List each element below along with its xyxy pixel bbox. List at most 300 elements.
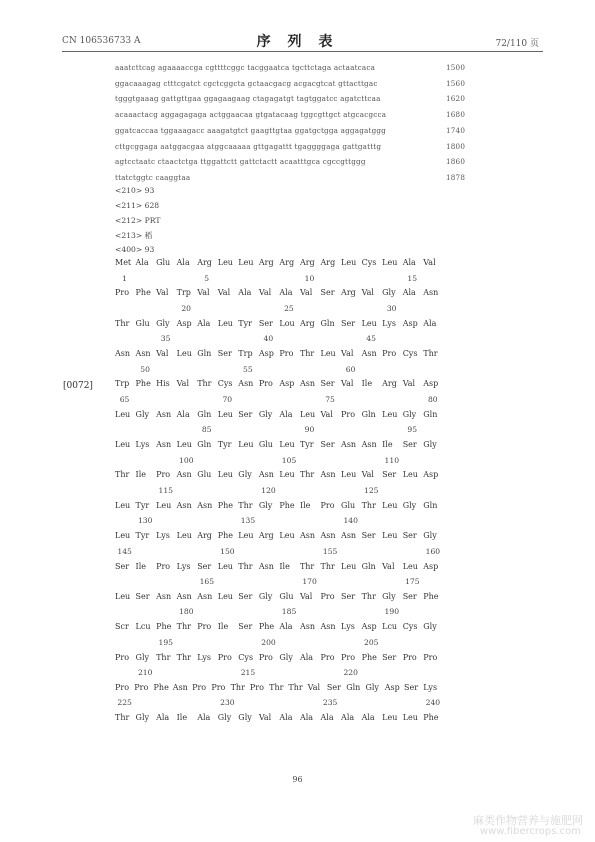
residue-position: 185 [281, 607, 297, 617]
residue-position: 155 [322, 546, 338, 556]
residue: Thr [361, 500, 376, 510]
watermark-url: www.fibercrops.com [479, 826, 581, 837]
watermark-text: 麻类作物营养与施肥网 [473, 814, 583, 827]
residue: Pro [341, 652, 356, 662]
residue: Thr [176, 652, 191, 662]
residue: Ala [176, 409, 190, 419]
residue: Pro [249, 682, 264, 692]
sequence-line [115, 172, 466, 182]
residue: Thr [115, 713, 130, 723]
residue: Lys [156, 531, 170, 541]
residue: Glu [135, 318, 150, 328]
residue: Leu [115, 500, 131, 510]
residue: Gly [365, 682, 379, 692]
residue: Leu [382, 531, 398, 541]
residue: Cys [217, 379, 233, 389]
residue: Pro [115, 652, 130, 662]
metadata-line: <212> PRT [115, 215, 161, 225]
residue-position: 75 [325, 394, 335, 404]
residue: Lys [176, 561, 191, 571]
residue: Tyr [135, 500, 150, 510]
sequence-text: cttgcggaga aatggacgaa atggcaaaaa gttgagattt tgaggggaga gattgatttg [115, 141, 382, 151]
residue: Lys [341, 622, 355, 632]
residue: Asn [423, 288, 439, 298]
residue: Leu [217, 258, 233, 267]
residue: Asn [156, 409, 172, 419]
residue-position: 110 [384, 455, 400, 465]
sequence-text: ggacaaagag ctttcgatct cgctcggcta gctaacgacg acgacgtcat gttacttgac [115, 78, 378, 88]
residue-position: 215 [240, 668, 256, 678]
residue: Gln [361, 561, 376, 571]
residue: Ala [299, 713, 314, 723]
sequence-line [115, 157, 466, 167]
residue-position: 45 [366, 334, 376, 344]
sequence-position: 1878 [446, 172, 466, 182]
residue: Leu [176, 531, 192, 541]
residue: Phe [258, 622, 275, 632]
residue: Ala [423, 318, 437, 328]
residue: Asn [320, 622, 336, 632]
sequence-position: 1500 [446, 63, 466, 72]
residue: Gln [197, 440, 212, 450]
residue: Val [423, 258, 436, 267]
residue: Val [299, 288, 313, 298]
residue: Asn [258, 470, 274, 480]
residue: Asn [320, 470, 336, 480]
residue: Pro [320, 500, 335, 510]
residue: Phe [279, 500, 295, 510]
residue: Thr [269, 682, 284, 692]
residue: Leu [238, 258, 254, 267]
page-info: 72/110 页 [495, 39, 539, 49]
residue: Val [176, 379, 190, 389]
residue: Val [382, 561, 395, 571]
residue: Thr [115, 318, 130, 328]
residue: Gly [258, 591, 273, 601]
residue: Pro [382, 349, 397, 359]
residue-position: 225 [117, 698, 132, 708]
residue: Arg [258, 258, 274, 267]
residue: Asn [299, 622, 315, 632]
residue: Asn [361, 349, 377, 359]
residue: Ser [115, 561, 130, 571]
residue: Lys [135, 440, 150, 450]
residue: Asn [172, 682, 188, 692]
residue: Thr [288, 682, 303, 692]
residue: Gly [402, 500, 417, 510]
residue: Asp [402, 318, 418, 328]
sequence-position: 1560 [446, 78, 466, 88]
residue: Ile [279, 561, 290, 571]
residue: His [156, 379, 170, 389]
sequence-text: ggatcaccaa tggaaagacc aaagatgtct gaagttgtaa ggatgctgga aggagatggg [115, 125, 386, 135]
patent-number: CN 106536733 A [62, 36, 141, 46]
residue-position: 90 [304, 425, 315, 435]
residue: Asp [423, 470, 439, 480]
residue: Thr [197, 379, 212, 389]
sequence-position: 1680 [446, 110, 466, 120]
residue-position: 175 [405, 577, 420, 586]
residue: Leu [279, 470, 295, 480]
residue: Gly [423, 440, 437, 450]
residue: Asp [423, 561, 439, 571]
residue: Arg [279, 258, 295, 267]
residue: Lcu [382, 622, 398, 632]
residue: Gly [238, 470, 252, 480]
residue-position: 235 [322, 698, 338, 708]
residue: Val [156, 349, 169, 359]
residue: Ser [341, 591, 356, 601]
residue: Ser [341, 318, 356, 328]
residue: Glu [258, 440, 273, 450]
residue: Asn [361, 440, 377, 450]
residue: Phe [217, 531, 234, 541]
residue: Ser [326, 682, 341, 692]
residue: Gln [197, 349, 212, 359]
residue: Gln [423, 500, 438, 510]
residue: Leu [279, 531, 295, 541]
residue: Pro [320, 652, 335, 662]
residue: Leu [156, 500, 172, 510]
residue: Leu [279, 440, 295, 450]
residue-position: 195 [158, 637, 173, 647]
residue: Leu [217, 409, 233, 419]
residue: Trp [238, 349, 253, 359]
sequence-text: agtcctaatc ctaactctga ttggattctt gattctactt acaatttgca cgccgttggg [115, 157, 366, 167]
residue-position: 55 [243, 364, 253, 374]
residue: Thr [299, 561, 315, 571]
residue: Leu [382, 409, 398, 419]
residue: Asn [258, 561, 274, 571]
residue: Arg [299, 318, 315, 328]
residue: Ser [403, 682, 419, 692]
residue: Thr [156, 652, 171, 662]
residue: Ser [238, 591, 253, 601]
residue: Gly [156, 318, 170, 328]
sequence-text: aaatcttcag agaaaaccga cgttttcggc tacggaatca tgcttctaga actaatcaca [115, 63, 376, 72]
residue: Ala [279, 288, 293, 298]
residue: Ile [217, 622, 229, 632]
residue-position: 205 [364, 637, 379, 647]
residue: Gly [135, 713, 150, 723]
residue: Gln [361, 409, 376, 419]
residue: Glu [279, 591, 294, 601]
residue: Val [361, 288, 374, 298]
residue: Gln [197, 409, 212, 419]
residue-position: 165 [199, 577, 215, 586]
residue-position: 135 [240, 516, 256, 526]
residue-position: 115 [158, 485, 173, 495]
residue-position: 15 [407, 273, 418, 283]
residue: Leu [382, 713, 398, 723]
residue: Ser [382, 470, 397, 480]
residue-position: 200 [261, 637, 276, 647]
residue: Ala [402, 288, 416, 298]
residue: Pro [134, 682, 149, 692]
residue-position: 130 [137, 516, 153, 526]
residue: Ala [402, 258, 416, 267]
residue: Arg [197, 531, 212, 541]
residue-position: 170 [302, 577, 317, 586]
residue: Thr [423, 349, 438, 359]
residue: Phe [135, 379, 151, 389]
residue: Ser [402, 440, 417, 450]
residue: Ser [320, 440, 335, 450]
residue: Leu [341, 258, 357, 267]
residue: Ser [402, 531, 417, 541]
residue: Pro [423, 652, 438, 662]
residue: Trp [176, 288, 191, 298]
residue: Cys [361, 258, 377, 267]
residue: Lou [279, 318, 295, 328]
residue: Arg [382, 379, 397, 389]
residue: Asn [115, 349, 131, 359]
residue-position: 120 [261, 485, 276, 495]
residue: Ala [299, 652, 314, 662]
residue: Pro [197, 622, 212, 632]
residue: Gln [346, 682, 361, 692]
residue: Thr [299, 349, 315, 359]
residue: Leu [402, 713, 418, 723]
residue: Pro [211, 682, 226, 692]
residue: Ile [135, 561, 146, 571]
residue: Leu [115, 440, 131, 450]
residue: Gly [135, 652, 150, 662]
residue: Thr [299, 470, 315, 480]
residue-position: 220 [343, 668, 358, 678]
residue-position: 190 [384, 607, 400, 617]
residue: Leu [115, 409, 131, 419]
residue: Val [217, 288, 231, 298]
residue: Ser [361, 531, 376, 541]
residue: Pro [279, 349, 294, 359]
residue: Phe [361, 652, 377, 662]
residue: Phe [217, 500, 234, 510]
metadata-line: <213> 稻 [115, 231, 153, 241]
residue: Gly [135, 409, 150, 419]
residue: Pro [217, 652, 232, 662]
residue: Arg [299, 258, 315, 267]
residue: Ser [197, 561, 212, 571]
residue: Phe [153, 682, 169, 692]
residue: Ala [341, 713, 355, 723]
residue: Ser [402, 591, 417, 601]
residue-position: 5 [204, 273, 210, 283]
residue-position: 1 [122, 273, 127, 283]
residue: Asn [238, 379, 254, 389]
residue: Val [156, 288, 169, 298]
residue: Val [361, 470, 374, 480]
residue: Pro [258, 652, 273, 662]
residue-position: 240 [425, 698, 441, 708]
residue: Glu [156, 258, 171, 267]
residue: Tyr [135, 531, 150, 541]
residue: Ala [238, 288, 252, 298]
residue: Ala [279, 622, 293, 632]
residue: Phe [135, 288, 151, 298]
residue: Leu [238, 440, 254, 450]
residue: Leu [382, 500, 398, 510]
residue-position: 20 [181, 303, 192, 313]
residue-position: 10 [304, 273, 315, 283]
residue: Pro [115, 288, 130, 298]
residue-position: 180 [179, 607, 194, 617]
metadata-line: <210> 93 [115, 186, 155, 195]
residue-position: 145 [117, 546, 132, 556]
residue: Ala [176, 258, 190, 267]
residue: Ala [320, 713, 334, 723]
residue: Gly [423, 622, 437, 632]
residue: Val [341, 379, 354, 389]
residue: Asn [176, 470, 192, 480]
residue: Pro [320, 591, 335, 601]
residue: Arg [197, 258, 212, 267]
residue: Pro [341, 409, 356, 419]
residue: Val [258, 713, 272, 723]
residue: Leu [217, 318, 233, 328]
residue: Trp [115, 379, 130, 389]
residue: Asn [176, 591, 192, 601]
residue: Ser [382, 652, 397, 662]
residue: Ile [361, 379, 373, 389]
residue: Pro [402, 652, 417, 662]
metadata-line: <211> 628 [115, 200, 160, 210]
residue: Thr [230, 682, 245, 692]
residue: Leu [402, 470, 418, 480]
sequence-line [115, 63, 466, 72]
residue: Asn [341, 531, 357, 541]
residue: Thr [238, 500, 253, 510]
residue: Val [307, 682, 321, 692]
page-title: 序 列 表 [256, 34, 339, 50]
residue-position: 150 [220, 546, 235, 556]
residue: Arg [320, 258, 336, 267]
residue: Lys [197, 652, 211, 662]
residue: Arg [258, 531, 274, 541]
residue: Leu [320, 349, 336, 359]
residue: Asp [361, 622, 377, 632]
residue: Leu [361, 318, 377, 328]
residue: Gly [423, 531, 437, 541]
residue: Pro [192, 682, 207, 692]
residue: Ser [320, 288, 335, 298]
residue: Asp [279, 379, 295, 389]
residue: Ala [197, 318, 211, 328]
residue: Val [197, 288, 210, 298]
header-rule [62, 51, 543, 52]
residue: Ala [361, 713, 375, 723]
residue: Thr [115, 470, 130, 480]
residue: Val [341, 349, 354, 359]
residue: Val [320, 409, 333, 419]
residue: Phe [423, 713, 439, 723]
residue: Asn [299, 531, 315, 541]
residue: Ser [238, 622, 253, 632]
residue: Pro [115, 682, 130, 692]
sequence-line [115, 141, 466, 151]
residue: Val [299, 591, 313, 601]
residue: Ala [197, 713, 211, 723]
residue: Val [402, 379, 416, 389]
residue: Leu [115, 531, 131, 541]
residue-position: 70 [222, 394, 233, 404]
residue: Thr [238, 561, 253, 571]
sequence-line [115, 94, 466, 104]
residue-position: 210 [137, 668, 153, 678]
residue: Asn [320, 531, 336, 541]
residue: Tyr [217, 440, 232, 450]
residue: Pro [258, 379, 273, 389]
residue: Gln [423, 409, 438, 419]
residue: Asn [341, 440, 357, 450]
residue-position: 35 [160, 334, 171, 344]
residue: Asn [135, 349, 151, 359]
residue: Ala [156, 713, 170, 723]
residue: Ile [176, 713, 188, 723]
residue: Phe [423, 591, 439, 601]
residue: Gly [279, 652, 293, 662]
residue: Asp [423, 379, 439, 389]
sequence-text: ttatctggtc caaggtaa [115, 172, 191, 182]
sequence-line [115, 125, 466, 135]
residue: Gly [382, 288, 396, 298]
residue: Arg [341, 288, 356, 298]
residue: Phe [156, 622, 172, 632]
residue: Scr [115, 622, 129, 632]
residue: Leu [341, 561, 357, 571]
residue-position: 100 [179, 455, 194, 465]
residue: Asn [156, 591, 172, 601]
residue: Leu [217, 470, 233, 480]
residue: Gly [258, 500, 273, 510]
residue: Ser [320, 379, 335, 389]
residue: Met [115, 258, 132, 267]
residue: Asp [258, 349, 274, 359]
residue: Asn [299, 379, 315, 389]
residue: Ser [238, 409, 253, 419]
residue-position: 95 [407, 425, 418, 435]
residue: Cys [402, 622, 418, 632]
residue: Asp [176, 318, 192, 328]
metadata-line: <400> 93 [115, 245, 155, 255]
residue: Tyr [238, 318, 252, 328]
residue: Asn [156, 440, 172, 450]
residue: Lys [382, 318, 396, 328]
residue: Leu [217, 561, 233, 571]
residue-position: 80 [427, 394, 438, 404]
sequence-text: acaaactacg aggagagaga actggaacaa gtgatacaag tggcgttgct atgcacgcca [115, 110, 387, 120]
residue: Thr [320, 561, 335, 571]
residue: Gly [258, 409, 273, 419]
residue: Ser [135, 591, 150, 601]
residue: Val [258, 288, 272, 298]
residue-position: 40 [263, 334, 274, 344]
residue: Leu [382, 258, 398, 267]
residue: Leu [299, 409, 316, 419]
residue-position: 65 [119, 394, 130, 404]
sequence-position: 1740 [446, 125, 466, 135]
residue: Ala [279, 713, 293, 723]
residue: Glu [341, 500, 356, 510]
paragraph-tag: [0072] [63, 381, 93, 391]
residue: Ala [135, 258, 149, 267]
residue-position: 125 [364, 485, 379, 495]
residue: Leu [402, 561, 418, 571]
residue: Lys [423, 682, 438, 692]
sequence-line [115, 110, 466, 120]
residue-position: 140 [343, 516, 358, 526]
residue: Pro [156, 561, 171, 571]
